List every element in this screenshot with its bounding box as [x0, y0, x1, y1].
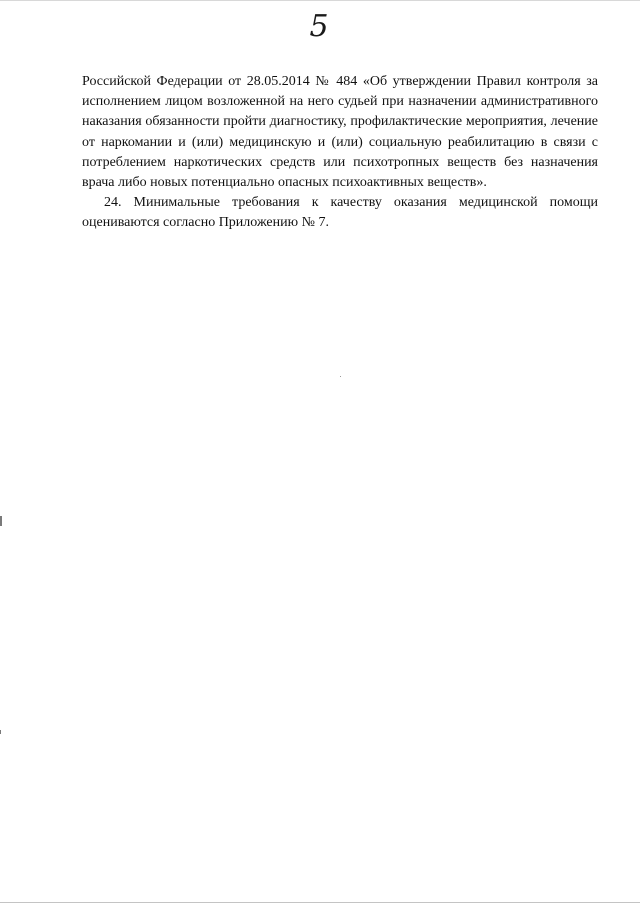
page-number: 5	[309, 9, 329, 44]
paragraph-item-24: 24. Минимальные требования к качеству оказания медицинской помощи оцениваются согласно Приложению № 7.	[82, 195, 598, 231]
scan-speck	[340, 376, 341, 377]
paragraph-continuation: Российской Федерации от 28.05.2014 № 484 «Об утверждении Правил контроля за исполнением лицом возложенной на него судьей при назначении административного наказания обязанности пройти диагностику, профилактические мероприятия, лечение от наркомании и (или) медицинскую и (или) социальную реабилитацию в связи с потреблением наркотических средств или психотропных веществ без назначения врача либо новых потенциально опасных психоактивных веществ».	[82, 74, 598, 191]
bottom-edge-line	[0, 902, 640, 903]
scan-margin-mark	[0, 516, 2, 526]
scan-margin-mark	[0, 730, 1, 734]
top-edge-line	[0, 0, 640, 1]
document-body	[82, 72, 598, 234]
